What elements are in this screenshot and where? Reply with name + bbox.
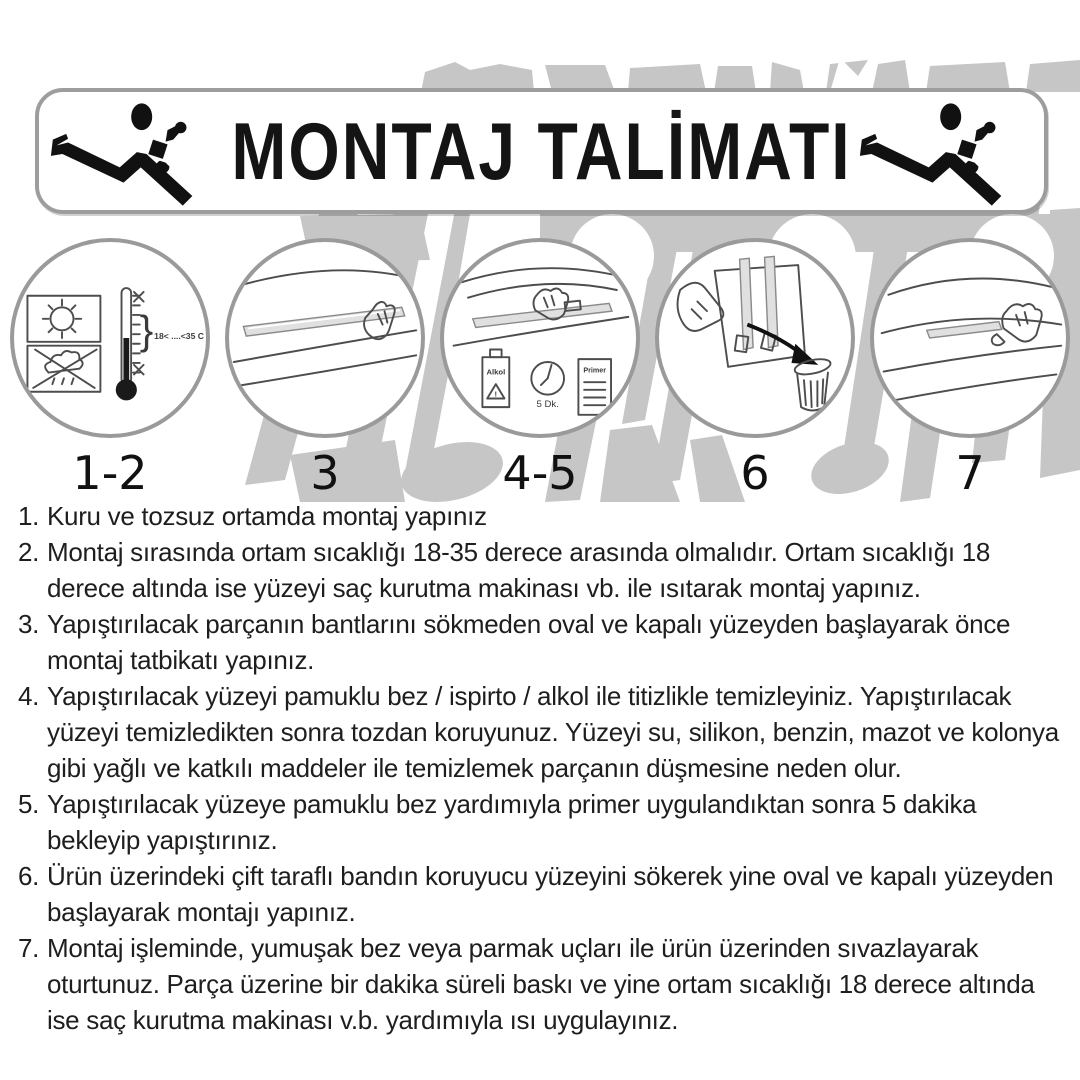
step-press-smooth bbox=[866, 238, 1074, 500]
wait-duration-label: 5 Dk. bbox=[536, 399, 559, 411]
instruction-item-2: Montaj sırasında ortam sıcaklığı 18-35 derece arasında olmalıdır. Ortam sıcaklığı 18 derece altında ise yüzeyi saç kurutma makinası vb. ile ısıtarak montaj yapınız. bbox=[47, 537, 991, 603]
step-label: 7 bbox=[955, 446, 985, 500]
sun-box-icon bbox=[27, 296, 100, 342]
instruction-item-1: Kuru ve tozsuz ortamda montaj yapınız bbox=[47, 501, 487, 531]
wrench-icon bbox=[975, 122, 996, 142]
step-label: 4-5 bbox=[502, 446, 578, 500]
instruction-item-3: Yapıştırılacak parçanın bantlarını sökmeden oval ve kapalı yüzeyden başlayarak önce montaj tatbikatı yapınız. bbox=[47, 609, 1011, 675]
brush-stroke-body bbox=[860, 134, 1001, 206]
step-circle-4-5 bbox=[440, 238, 640, 438]
step-peel-liner bbox=[651, 238, 859, 500]
door-edge-line bbox=[888, 278, 1056, 294]
step-label: 6 bbox=[740, 446, 770, 500]
primer-sachet-icon bbox=[578, 359, 611, 415]
step-circle-1-2 bbox=[10, 238, 210, 438]
alcohol-bottle-icon bbox=[482, 350, 509, 408]
step-clean-primer bbox=[436, 238, 644, 500]
instruction-item-5: Yapıştırılacak yüzeye pamuklu bez yardımıyla primer uygulandıktan sonra 5 dakika bekleyip yapıştırınız. bbox=[47, 789, 977, 855]
step-label: 1-2 bbox=[72, 446, 148, 500]
page-title: MONTAJ TALİMATI bbox=[231, 105, 852, 197]
instruction-item-7: Montaj işleminde, yumuşak bez veya parmak uçları ile ürün üzerinden sıvazlayarak oturtunuz. Parça üzerine bir dakika süreli baskı ve yine ortam sıcaklığı 18 derece altında ise saç kurutma makinası v.b. yardımıyla ısı uygulayınız. bbox=[47, 933, 1035, 1035]
primer-label: Primer bbox=[583, 365, 607, 375]
step-circle-6 bbox=[655, 238, 855, 438]
product-panel bbox=[715, 265, 805, 367]
step-trial-placement bbox=[221, 238, 429, 500]
temperature-range-text: 18< ....<35 C bbox=[154, 330, 205, 341]
header-banner bbox=[35, 88, 1048, 214]
sill-lower-line bbox=[234, 330, 416, 362]
rocker-line-2 bbox=[893, 374, 1056, 400]
mechanic-swoosh-logo-right bbox=[858, 100, 1030, 208]
mechanic-head-dot bbox=[940, 103, 961, 130]
step-figures-row bbox=[0, 238, 1080, 500]
rocker-line bbox=[237, 355, 417, 386]
wait-clock-icon bbox=[531, 362, 564, 410]
trash-can-icon bbox=[793, 356, 831, 410]
door-edge-line bbox=[241, 270, 414, 285]
step-environment-temperature bbox=[6, 238, 214, 500]
instruction-list-section bbox=[0, 498, 1080, 1038]
step-circle-7 bbox=[870, 238, 1070, 438]
instruction-item-6: Ürün üzerindeki çift taraflı bandın koruyucu yüzeyini sökerek yine oval ve kapalı yüzeyden başlayarak montajı yapınız. bbox=[47, 861, 1054, 927]
step-label: 3 bbox=[310, 446, 340, 500]
warning-exclamation: ! bbox=[494, 389, 498, 399]
instruction-item-4: Yapıştırılacak yüzeyi pamuklu bez / ispirto / alkol ile titizlikle temizleyiniz. Yapıştırılacak yüzeyi temizledikten sonra tozdan koruyunuz. Yüzeyi su, silikon, benzin, mazot ve kolonya gibi yağlı ve katkılı maddeler ile temizlemek parçanın düşmesine neden olur. bbox=[47, 681, 1059, 783]
step-circle-3 bbox=[225, 238, 425, 438]
rocker-line-1 bbox=[884, 346, 1062, 372]
no-rain-box-icon bbox=[27, 346, 100, 392]
door-frame-line bbox=[461, 268, 621, 282]
instruction-list bbox=[18, 498, 1068, 1038]
brace-glyph: } bbox=[139, 306, 154, 353]
mechanic-fist bbox=[957, 140, 976, 159]
alcohol-label: Alkol bbox=[486, 367, 506, 377]
thermometer-icon bbox=[116, 288, 204, 400]
installed-strip bbox=[927, 322, 1002, 338]
